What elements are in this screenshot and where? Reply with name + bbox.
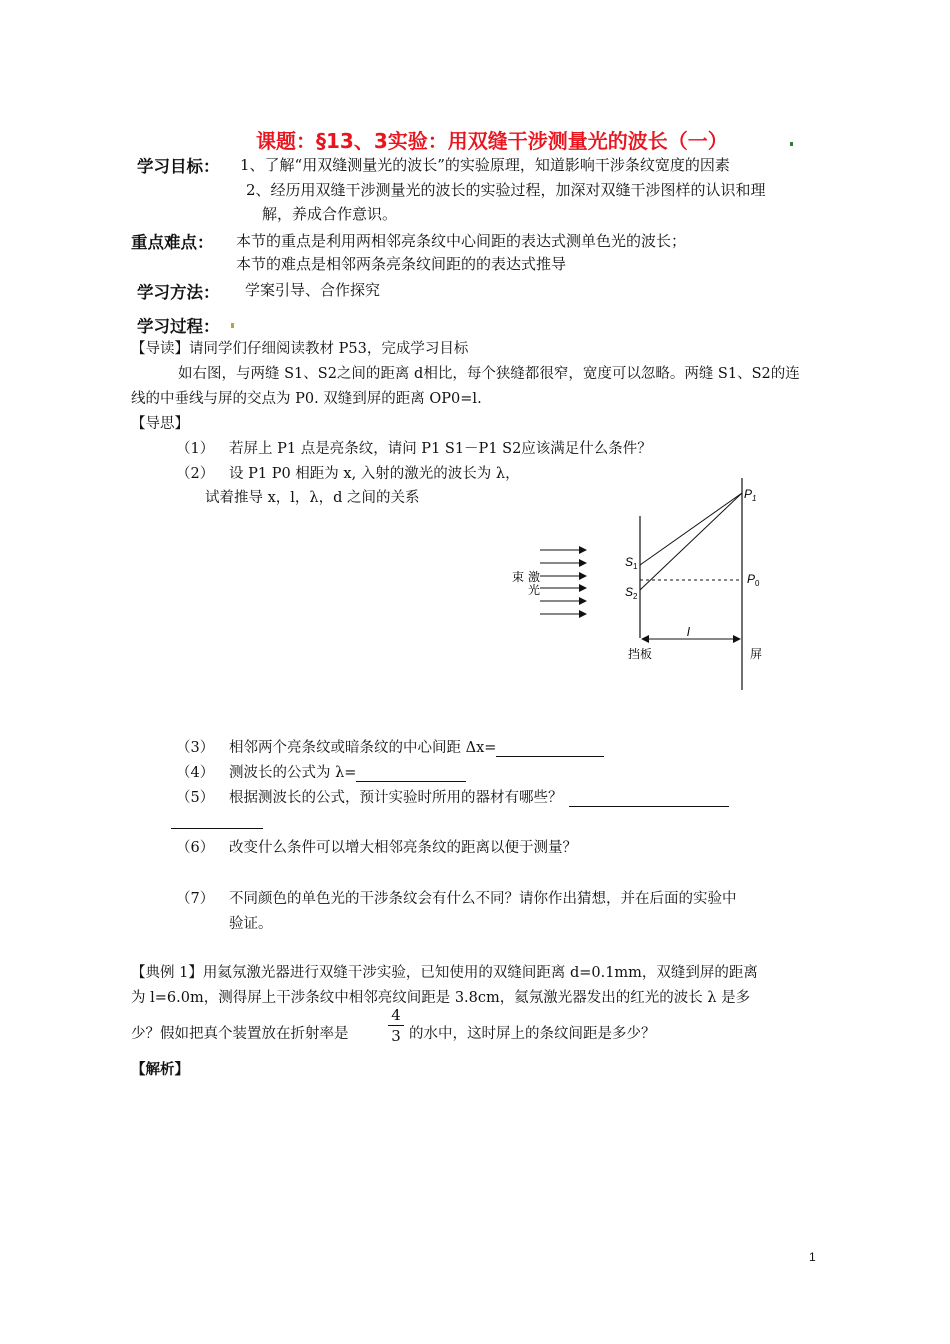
question-4-number: （4） bbox=[176, 765, 215, 781]
double-slit-diagram bbox=[500, 470, 800, 700]
question-7-number: （7） bbox=[176, 891, 215, 907]
objective-item-2-cont: 解，养成合作意识。 bbox=[262, 205, 398, 223]
key-point-line-1: 本节的重点是利用两相邻亮条纹中心间距的表达式测单色光的波长； bbox=[236, 232, 687, 250]
question-3 bbox=[229, 736, 604, 757]
example-line-2: 为 l=6.0m，测得屏上干涉条纹中相邻亮纹间距是 3.8cm，氦氖激光器发出的红光的波长 λ 是多 bbox=[131, 990, 751, 1006]
process-mark bbox=[231, 323, 234, 328]
s2-subscript: 2 bbox=[633, 592, 638, 601]
question-7: 不同颜色的单色光的干涉条纹会有什么不同？请你作出猜想，并在后面的实验中 bbox=[229, 891, 737, 907]
answer-blank-5-cont[interactable] bbox=[171, 810, 263, 829]
svg-text:S1 bbox=[625, 555, 638, 571]
p1-label: P bbox=[744, 487, 753, 501]
p0-subscript: 0 bbox=[755, 579, 760, 588]
p0-label: P bbox=[747, 572, 756, 586]
objective-item-2: 2、经历用双缝干涉测量光的波长的实验过程，加深对双缝干涉图样的认识和理 bbox=[246, 181, 766, 199]
question-1-number: （1） bbox=[176, 441, 215, 457]
refractive-index-fraction bbox=[388, 1005, 404, 1046]
answer-blank-3[interactable] bbox=[496, 740, 604, 757]
question-5 bbox=[229, 786, 729, 807]
page-title: 课题：§13、3实验：用双缝干涉测量光的波长（一） bbox=[256, 129, 728, 153]
screen-label: 屏 bbox=[750, 647, 763, 661]
baffle-label: 挡板 bbox=[628, 647, 653, 661]
example-line-1: 【典例 1】用氦氖激光器进行双缝干涉实验，已知使用的双缝间距离 d=0.1mm，双缝到屏的距离 bbox=[131, 965, 758, 981]
method-label: 学习方法： bbox=[137, 283, 220, 302]
ray-s1-p1 bbox=[640, 493, 742, 565]
fraction-numerator: 4 bbox=[388, 1005, 404, 1026]
method-text: 学案引导、合作探究 bbox=[245, 281, 381, 299]
answer-label: 【解析】 bbox=[131, 1061, 189, 1078]
laser-label-a: 束 bbox=[512, 570, 525, 584]
example-line-3b: 的水中，这时屏上的条纹间距是多少？ bbox=[409, 1026, 656, 1042]
answer-blank-4[interactable] bbox=[356, 765, 466, 782]
question-2-number: （2） bbox=[176, 466, 215, 482]
question-2: 设 P1 P0 相距为 x, 入射的激光的波长为 λ， bbox=[229, 466, 520, 482]
question-1: 若屏上 P1 点是亮条纹，请问 P1 S1－P1 S2应该满足什么条件？ bbox=[229, 441, 652, 457]
question-3-text: 相邻两个亮条纹或暗条纹的中心间距 Δx= bbox=[229, 740, 497, 756]
svg-text:P1 bbox=[744, 487, 756, 503]
guide-read-line-1: 【导读】请同学们仔细阅读教材 P53，完成学习目标 bbox=[131, 341, 469, 357]
objective-item-1: 1、了解“用双缝测量光的波长”的实验原理，知道影响干涉条纹宽度的因素 bbox=[240, 156, 730, 174]
s1-subscript: 1 bbox=[633, 562, 638, 571]
p1-subscript: 1 bbox=[752, 494, 757, 503]
objectives-label: 学习目标： bbox=[137, 157, 220, 176]
svg-text:P0 bbox=[747, 572, 760, 588]
question-2-cont: 试着推导 x，l，λ，d 之间的关系 bbox=[205, 490, 420, 506]
question-6: 改变什么条件可以增大相邻亮条纹的距离以便于测量？ bbox=[229, 840, 577, 856]
guide-think-label: 【导思】 bbox=[131, 416, 189, 432]
guide-read-line-2: 如右图，与两缝 S1、S2之间的距离 d相比，每个狭缝都很窄，宽度可以忽略。两缝 S1、S2的连 bbox=[178, 366, 800, 382]
process-label: 学习过程： bbox=[137, 317, 220, 336]
page-number: 1 bbox=[809, 1250, 816, 1264]
ray-s2-p1 bbox=[640, 493, 742, 590]
s2-label: S bbox=[625, 585, 634, 599]
question-4-text: 测波长的公式为 λ= bbox=[229, 765, 357, 781]
question-5-number: （5） bbox=[176, 790, 215, 806]
fraction-denominator: 3 bbox=[391, 1027, 401, 1045]
laser-label-c: 光 bbox=[528, 583, 541, 597]
question-7-cont: 验证。 bbox=[229, 916, 273, 932]
question-5-text: 根据测波长的公式，预计实验时所用的器材有哪些？ bbox=[229, 790, 563, 806]
example-line-3a: 少？假如把真个装置放在折射率是 bbox=[131, 1026, 349, 1042]
question-3-number: （3） bbox=[176, 740, 215, 756]
s1-label: S bbox=[625, 555, 634, 569]
distance-l-label: l bbox=[687, 625, 690, 639]
key-point-line-2: 本节的难点是相邻两条亮条纹间距的的表达式推导 bbox=[236, 255, 567, 273]
title-mark bbox=[790, 142, 793, 146]
answer-blank-5[interactable] bbox=[569, 790, 729, 807]
laser-label-b: 激 bbox=[528, 570, 541, 584]
svg-text:S2 bbox=[625, 585, 638, 601]
question-6-number: （6） bbox=[176, 840, 215, 856]
key-points-label: 重点难点： bbox=[131, 233, 214, 252]
answer-blank-5b[interactable] bbox=[171, 812, 263, 829]
guide-read-line-3: 线的中垂线与屏的交点为 P0. 双缝到屏的距离 OP0=l. bbox=[131, 391, 482, 407]
question-4 bbox=[229, 761, 466, 782]
